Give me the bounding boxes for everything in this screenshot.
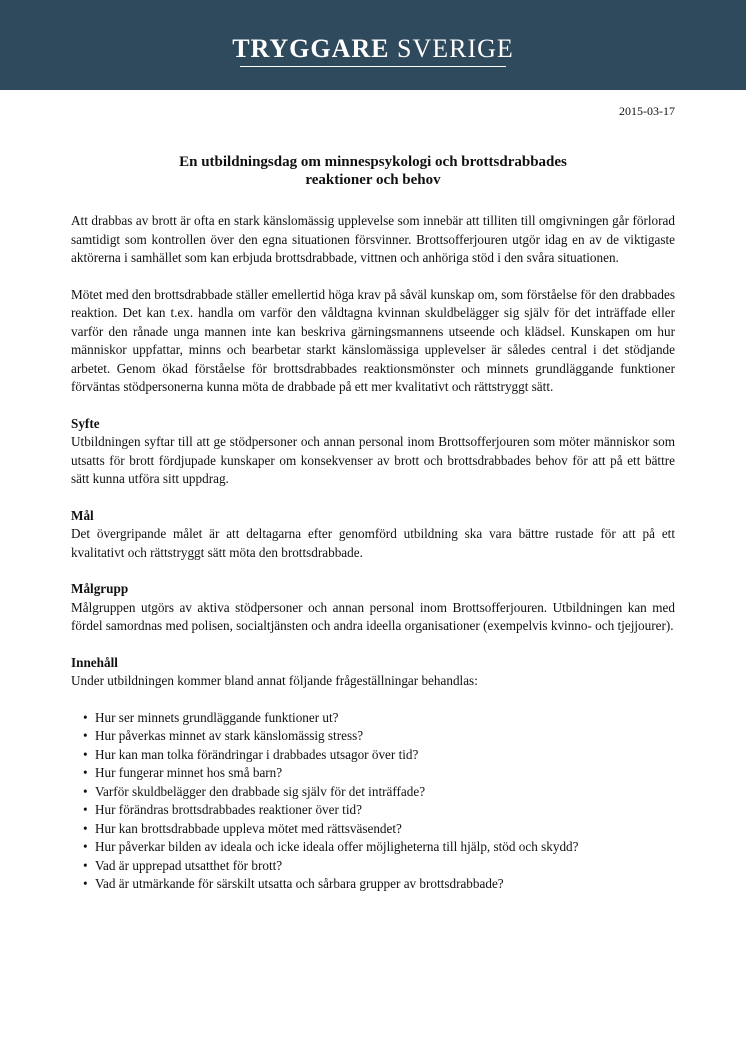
intro-paragraph-2: Mötet med den brottsdrabbade ställer emellertid höga krav på såväl kunskap om, som förståelse för den drabbades reaktion. Det kan t.ex. handla om varför den våldtagna kvinnan skuldbelägger sig själv för det inträffade eller varför den rånade unga mannen inte kan beskriva gärningsmannens utseende och klädsel. Kunskapen om hur människor uppfattar, minns och bearbetar starkt känslomässiga upplevelser är således central i det stödjande arbetet. Genom ökad förståelse för brottsdrabbades reaktionsmönster och minnets grundläggande funktioner förväntas stödpersonerna kunna möta de drabbade på ett mer kvalitativt och rättstryggt sätt.	[71, 286, 675, 394]
logo	[0, 34, 746, 64]
document-date: 2015-03-17	[619, 104, 675, 118]
logo-word-1: TRYGGARE	[232, 34, 390, 63]
list-item: • Hur kan brottsdrabbade uppleva mötet med rättsväsendet?	[83, 820, 675, 839]
document-title	[71, 153, 675, 189]
header-banner	[0, 0, 746, 90]
list-item: • Hur förändras brottsdrabbades reaktioner över tid?	[83, 801, 675, 820]
list-item: • Hur fungerar minnet hos små barn?	[83, 764, 675, 783]
section-text-innehall: Under utbildningen kommer bland annat följande frågeställningar behandlas:	[71, 673, 478, 688]
section-text-syfte: Utbildningen syftar till att ge stödpersoner och annan personal inom Brottsofferjouren som möter människor som utsatts för brott fördjupade kunskaper om konsekvenser av brott och brottsdrabbades behov för att på ett bättre sätt kunna utföra sitt uppdrag.	[71, 434, 675, 486]
document-body	[71, 212, 675, 894]
list-item: • Vad är utmärkande för särskilt utsatta och sårbara grupper av brottsdrabbade?	[83, 875, 675, 894]
list-item: • Hur påverkar bilden av ideala och icke ideala offer möjligheterna till hjälp, stöd och skydd?	[83, 838, 675, 857]
question-list	[71, 709, 675, 894]
section-heading-malgrupp: Målgrupp	[71, 581, 129, 596]
section-heading-mal: Mål	[71, 507, 94, 523]
logo-word-2: SVERIGE	[397, 34, 514, 63]
title-line-2: reaktioner och behov	[305, 172, 441, 188]
section-text-malgrupp: Målgruppen utgörs av aktiva stödpersoner och annan personal inom Brottsofferjouren. Utbildningen kan med fördel samordnas med polisen, socialtjänsten och andra ideella organisationer (exempelvis kvinno- och tjejjourer).	[71, 599, 675, 633]
list-item: • Vad är upprepad utsatthet för brott?	[83, 857, 675, 876]
logo-underline	[240, 66, 506, 67]
section-heading-innehall: Innehåll	[71, 654, 118, 670]
list-item: • Hur påverkas minnet av stark känslomässig stress?	[83, 727, 675, 746]
section-text-mal: Det övergripande målet är att deltagarna efter genomförd utbildning ska vara bättre rustade för att på ett kvalitativt och rättstryggt sätt möta den brottsdrabbade.	[71, 526, 675, 560]
list-item: • Hur ser minnets grundläggande funktioner ut?	[83, 709, 675, 728]
list-item: • Hur kan man tolka förändringar i drabbades utsagor över tid?	[83, 746, 675, 765]
list-item: • Varför skuldbelägger den drabbade sig själv för det inträffade?	[83, 783, 675, 802]
title-line-1: En utbildningsdag om minnespsykologi och brottsdrabbades	[179, 154, 567, 170]
intro-paragraph-1: Att drabbas av brott är ofta en stark känslomässig upplevelse som innebär att tilliten till omgivningen går förlorad samtidigt som kontrollen över den egna situationen försvinner. Brottsofferjouren utgör idag en av de viktigaste aktörerna i samhället som kan erbjuda brottsdrabbade, vittnen och anhöriga stöd i den svåra situationen.	[71, 213, 675, 265]
section-heading-syfte: Syfte	[71, 415, 100, 431]
